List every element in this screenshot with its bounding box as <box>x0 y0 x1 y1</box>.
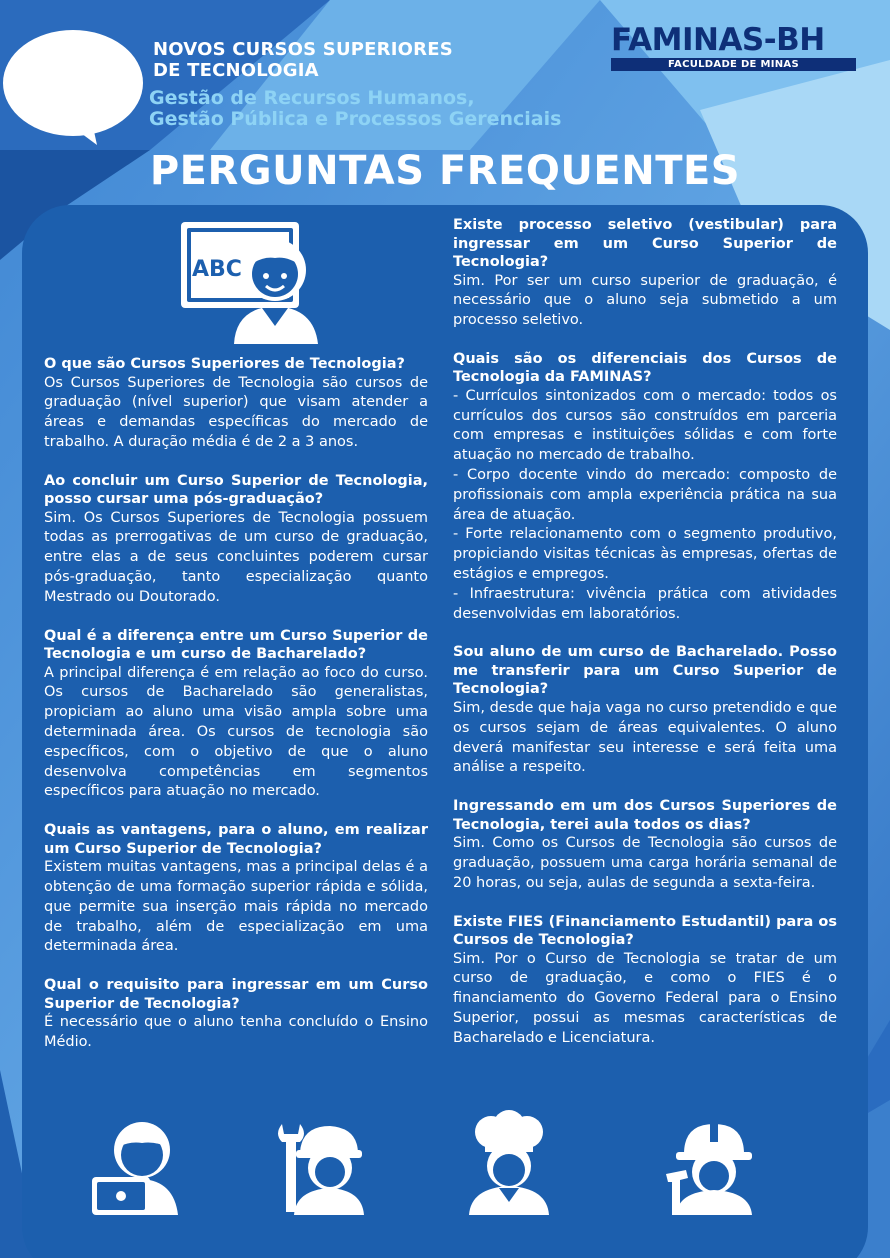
faq-item <box>453 216 837 331</box>
faq-question: Existe processo seletivo (vestibular) para ingressar em um Curso Superior de Tecnologia? <box>453 217 837 270</box>
faq-question: O que são Cursos Superiores de Tecnologia? <box>44 356 405 372</box>
faq-item <box>453 913 837 1049</box>
faq-column-right <box>453 216 837 1068</box>
logo-wordmark: FAMINAS-BH <box>611 22 825 58</box>
faq-answer: Sim, desde que haja vaga no curso pretendido e que os cursos sejam de áreas equivalentes. O aluno deverá manifestar seu interesse e será feita uma análise a respeito. <box>453 699 837 776</box>
faq-item <box>44 355 428 453</box>
faq-question: Quais as vantagens, para o aluno, em realizar um Curso Superior de Tecnologia? <box>44 822 428 857</box>
faq-question: Qual é a diferença entre um Curso Superior de Tecnologia e um curso de Bacharelado? <box>44 627 428 663</box>
faq-answer: É necessário que o aluno tenha concluído o Ensino Médio. <box>44 1014 428 1051</box>
faq-item <box>453 350 837 625</box>
faq-item <box>44 472 428 608</box>
faq-column-left <box>44 355 428 1072</box>
engineer-helmet-icon <box>662 1118 762 1215</box>
faq-answer: Existem muitas vantagens, mas a principal delas é a obtenção de uma formação superior rápida e sólida, que permite sua inserção mais rápida no mercado de trabalho, além de especialização em uma determinada área. <box>44 859 428 955</box>
faq-answer: Sim. Os Cursos Superiores de Tecnologia possuem todas as prerrogativas de um curso de graduação, entre elas a de seus concluintes poderem cursar pós-graduação, tanto especialização quanto Mestrado ou Doutorado. <box>44 509 428 605</box>
faq-answer: A principal diferença é em relação ao foco do curso. Os cursos de Bacharelado são generalistas, propiciam ao aluno uma visão ampla sobre uma determinada área. Os cursos de tecnologia são específicos, com o objetivo de que o aluno desenvolva competências em segmentos específicos para atuação no mercado. <box>44 664 428 800</box>
faq-item <box>44 627 428 803</box>
student-laptop-icon <box>92 1115 188 1215</box>
faq-answer: Sim. Por o Curso de Tecnologia se tratar de um curso de graduação, e como o FIES é o financiamento do Governo Federal para o Ensino Superior, possui as mesmas características de Bacharelado e Licenciatura. <box>453 950 837 1046</box>
faminas-logo <box>611 22 856 72</box>
faq-question: Ao concluir um Curso Superior de Tecnologia, posso cursar uma pós-graduação? <box>44 472 428 508</box>
faq-answer: Sim. Como os Cursos de Tecnologia são cursos de graduação, possuem uma carga horária semanal de 20 horas, ou seja, aulas de segunda a sexta-feira. <box>453 835 837 891</box>
faq-item <box>44 976 428 1053</box>
mechanic-wrench-icon <box>272 1118 368 1215</box>
header-kicker: NOVOS CURSOS SUPERIORES DE TECNOLOGIA <box>153 39 453 81</box>
header-subtitle: Gestão de Recursos Humanos, Gestão Pública e Processos Gerenciais <box>149 87 562 130</box>
faq-answer: Os Cursos Superiores de Tecnologia são cursos de graduação (nível superior) que visam atender a áreas e demandas específicas do mercado de trabalho. A duração média é de 2 a 3 anos. <box>44 374 428 450</box>
student-board-icon <box>178 218 324 346</box>
faq-answer: Sim. Por ser um curso superior de graduação, é necessário que o aluno seja submetido a um processo seletivo. <box>453 272 837 329</box>
faq-question: Existe FIES (Financiamento Estudantil) para os Cursos de Tecnologia? <box>453 913 837 949</box>
faq-question: Ingressando em um dos Cursos Superiores de Tecnologia, terei aula todos os dias? <box>453 798 837 833</box>
faq-question: Qual o requisito para ingressar em um Curso Superior de Tecnologia? <box>44 977 428 1012</box>
faq-item <box>44 821 428 957</box>
faq-question: Sou aluno de um curso de Bacharelado. Posso me transferir para um Curso Superior de Tecnologia? <box>453 644 837 698</box>
faq-item <box>453 643 837 778</box>
page-title: PERGUNTAS FREQUENTES <box>149 148 741 194</box>
faq-answer: - Currículos sintonizados com o mercado: todos os currículos dos cursos são construídos em parceria com empresas e instituições sólidas e com forte atuação no mercado de trabalho. - Corpo docente vindo do mercado: composto de profissionais com ampla experiência prática na sua área de atuação. - Forte relacionamento com o segmento produtivo, propiciando visitas técnicas às empresas, ofertas de estágios e empregos. - Infraestrutura: vivência prática com atividades desenvolvidas em laboratórios. <box>453 387 837 622</box>
board-text: ABC <box>192 257 242 282</box>
faq-question: Quais são os diferenciais dos Cursos de Tecnologia da FAMINAS? <box>453 350 837 386</box>
chef-icon <box>463 1110 555 1215</box>
faq-item <box>453 797 837 893</box>
logo-tagline: FACULDADE DE MINAS <box>668 59 799 70</box>
